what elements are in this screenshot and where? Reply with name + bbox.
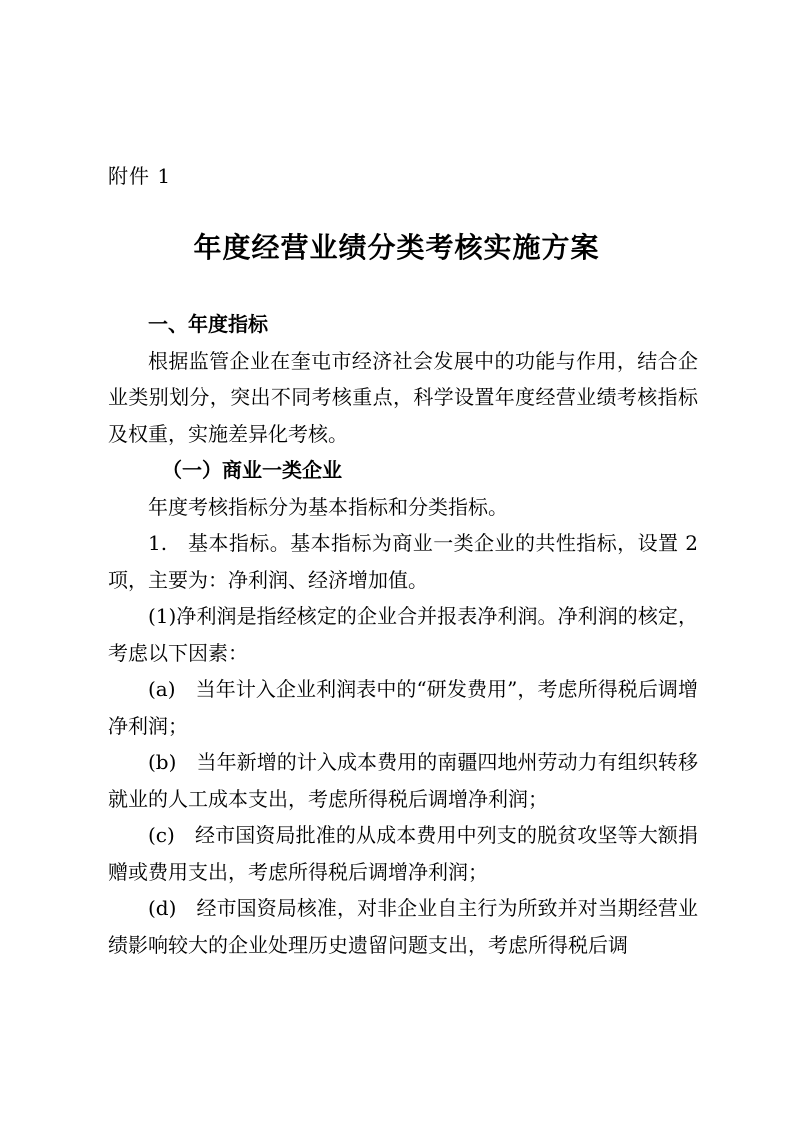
subsection-heading: （一）商业一类企业 (162, 458, 342, 482)
annex-label: 附件 1 (108, 164, 172, 188)
paragraph: 1. 基本指标。基本指标为商业一类企业的共性指标，设置 2 项，主要为：净利润、经济增加值。 (108, 531, 698, 592)
paragraph: 根据监管企业在奎屯市经济社会发展中的功能与作用，结合企业类别划分，突出不同考核重点，科学设置年度经营业绩考核指标及权重，实施差异化考核。 (108, 348, 698, 446)
document-body (108, 306, 698, 963)
paragraph: (c) 经市国资局批准的从成本费用中列支的脱贫攻坚等大额捐赠或费用支出，考虑所得税后调增净利润； (108, 823, 698, 884)
paragraph: (d) 经市国资局核准，对非企业自主行为所致并对当期经营业绩影响较大的企业处理历史遗留问题支出，考虑所得税后调 (108, 896, 698, 957)
document-title: 年度经营业绩分类考核实施方案 (193, 231, 600, 264)
paragraph: (b) 当年新增的计入成本费用的南疆四地州劳动力有组织转移就业的人工成本支出，考虑所得税后调增净利润； (108, 750, 698, 811)
paragraph: (a) 当年计入企业利润表中的“研发费用”，考虑所得税后调增净利润； (108, 677, 698, 738)
paragraph: 年度考核指标分为基本指标和分类指标。 (148, 494, 508, 519)
section-heading: 一、年度指标 (148, 312, 268, 336)
paragraph: (1)净利润是指经核定的企业合并报表净利润。净利润的核定，考虑以下因素： (108, 604, 698, 665)
